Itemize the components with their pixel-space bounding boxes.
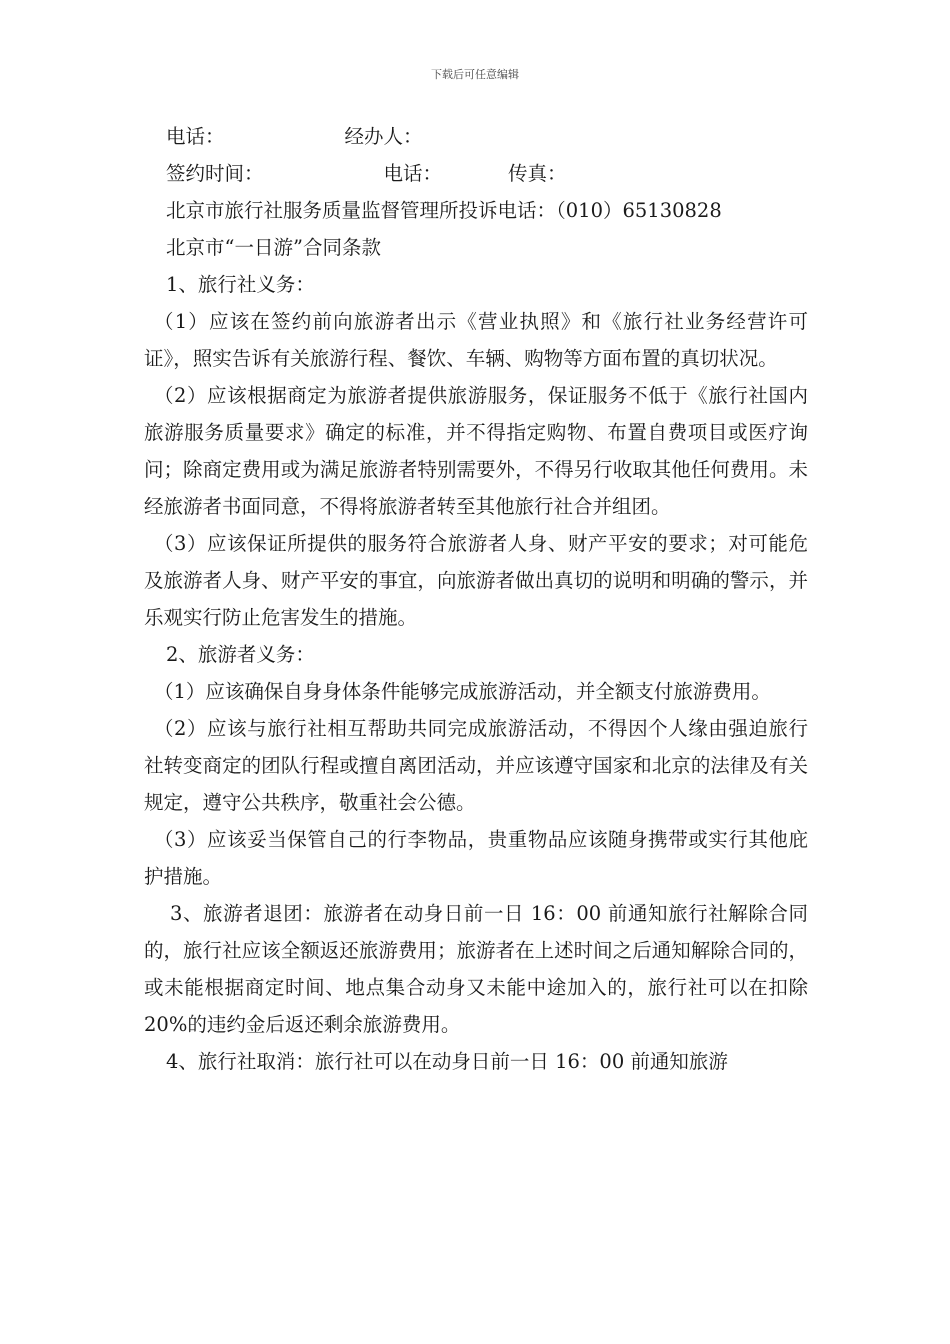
section-1-item-3: （3）应该保证所提供的服务符合旅游者人身、财产平安的要求；对可能危及旅游者人身、财产平安的事宜，向旅游者做出真切的说明和明确的警示，并乐观实行防止危害发生的措施。 — [144, 532, 808, 629]
handler-label: 经办人： — [344, 125, 423, 148]
section-2-item-1: （1）应该确保自身身体条件能够完成旅游活动，并全额支付旅游费用。 — [154, 680, 771, 703]
complaint-line: 北京市旅行社服务质量监督管理所投诉电话：（010）65130828 — [166, 199, 722, 222]
contact-line-1 — [144, 118, 808, 155]
contact-line-2 — [144, 155, 808, 192]
section-3-paragraph: 3、旅游者退团：旅游者在动身日前一日 16：00 前通知旅行社解除合同的，旅行社应该全额返还旅游费用；旅游者在上述时间之后通知解除合同的，或未能根据商定时间、地点集合动身又未能中途加入的，旅行社可以在扣除 20%的违约金后返还剩余旅游费用。 — [144, 902, 808, 1036]
sign-time-label: 签约时间： — [166, 162, 264, 185]
contract-page — [144, 118, 808, 1080]
doc-title: 北京市“一日游”合同条款 — [166, 236, 381, 259]
phone-label: 电话： — [166, 125, 225, 148]
section-1-heading: 1、旅行社义务： — [166, 273, 315, 296]
fax-label: 传真： — [508, 162, 567, 185]
section-4-paragraph: 4、旅行社取消：旅行社可以在动身日前一日 16：00 前通知旅游 — [166, 1050, 728, 1073]
section-2-item-3: （3）应该妥当保管自己的行李物品，贵重物品应该随身携带或实行其他庇护措施。 — [144, 828, 808, 888]
phone2-label: 电话： — [383, 162, 443, 185]
section-2-heading: 2、旅游者义务： — [166, 643, 315, 666]
page-header-note: 下载后可任意编辑 — [431, 68, 519, 81]
section-2-item-2: （2）应该与旅行社相互帮助共同完成旅游活动，不得因个人缘由强迫旅行社转变商定的团队行程或擅自离团活动，并应该遵守国家和北京的法律及有关规定，遵守公共秩序，敬重社会公德。 — [144, 717, 808, 814]
section-1-item-1: （1）应该在签约前向旅游者出示《营业执照》和《旅行社业务经营许可证》，照实告诉有关旅游行程、餐饮、车辆、购物等方面布置的真切状况。 — [144, 310, 808, 370]
section-1-item-2: （2）应该根据商定为旅游者提供旅游服务，保证服务不低于《旅行社国内旅游服务质量要求》确定的标准，并不得指定购物、布置自费项目或医疗询问；除商定费用或为满足旅游者特别需要外，不得另行收取其他任何费用。未经旅游者书面同意，不得将旅游者转至其他旅行社合并组团。 — [144, 384, 808, 518]
